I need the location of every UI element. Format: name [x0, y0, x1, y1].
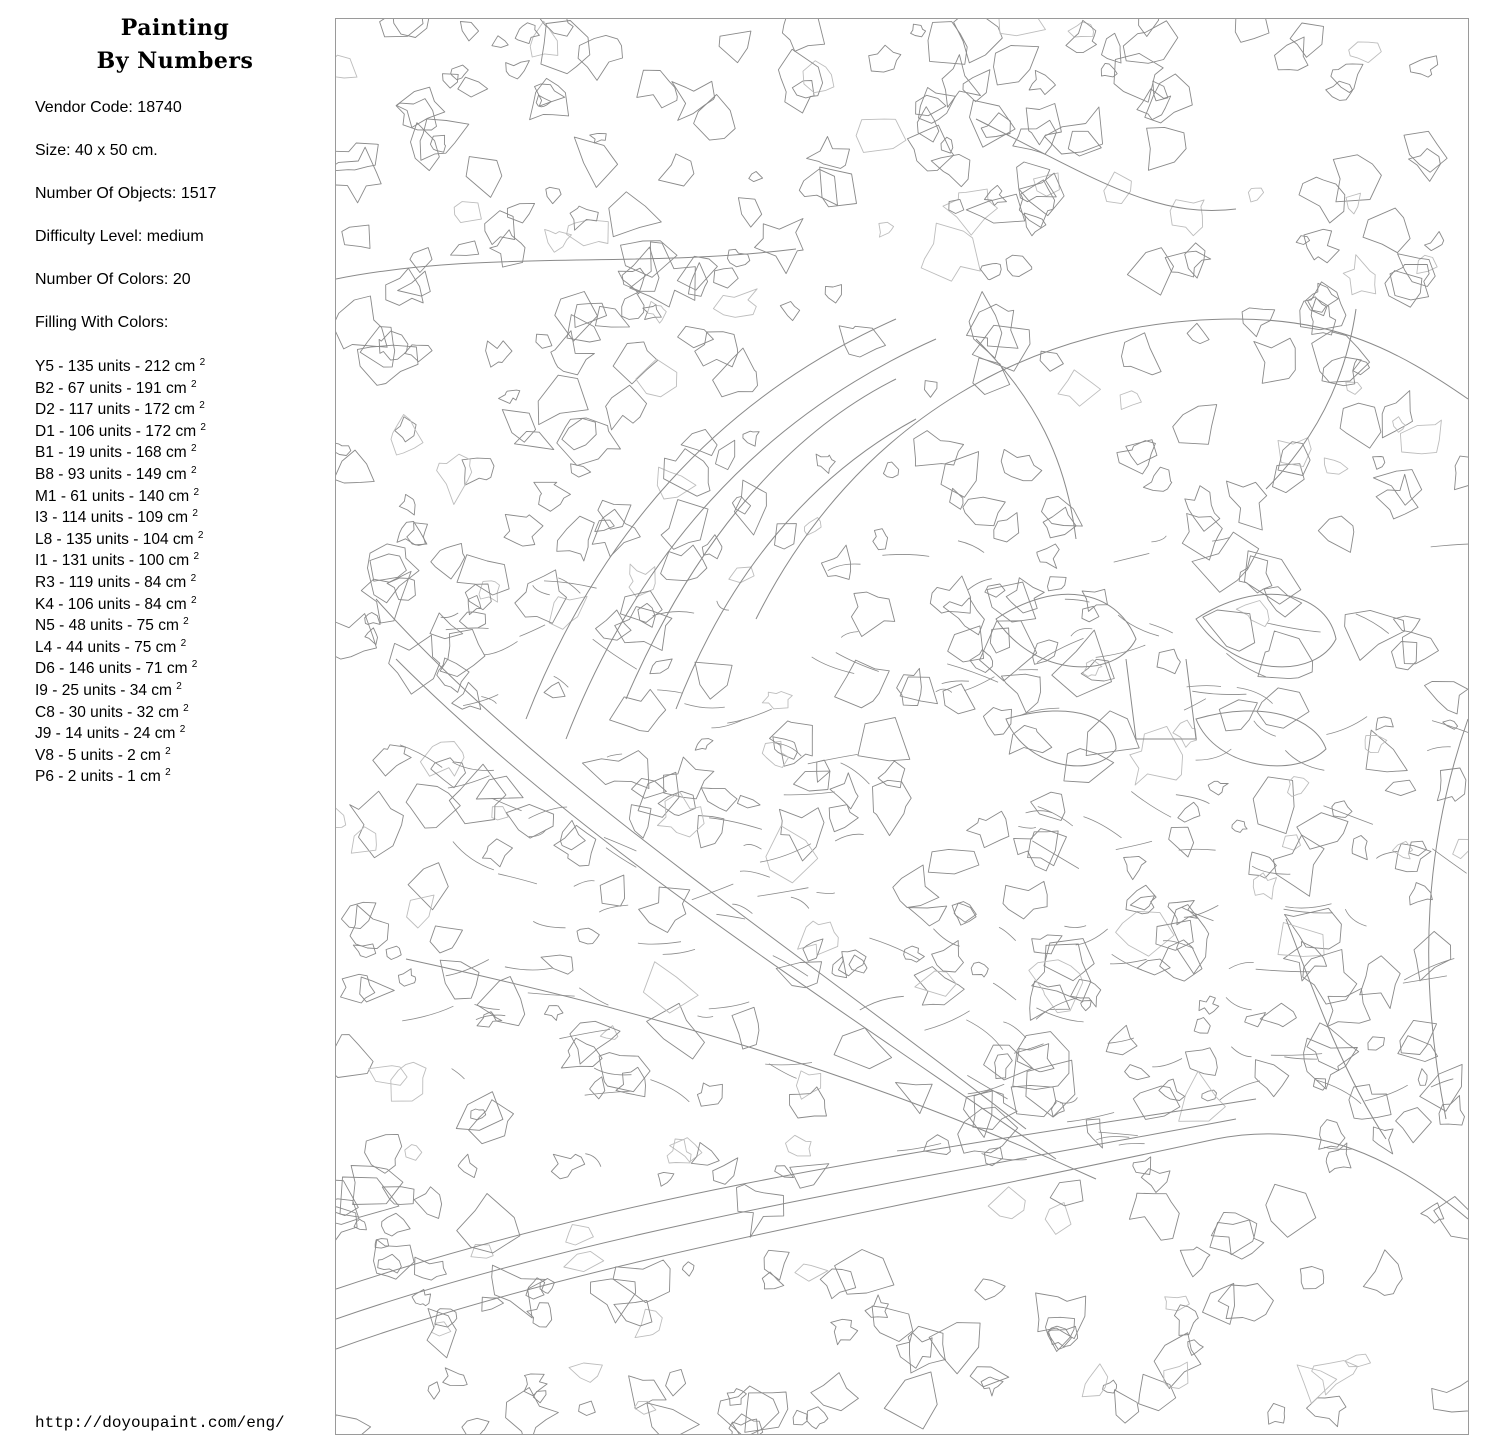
product-info — [35, 98, 216, 356]
color-item: L8 - 135 units - 104 cm $^2$ — [35, 529, 204, 548]
color-list — [35, 356, 206, 788]
color-item: Y5 - 135 units - 212 cm $^2$ — [35, 357, 206, 375]
color-item: B2 - 67 units - 191 cm $^2$ — [35, 378, 197, 397]
website-link[interactable]: http://doyoupaint.com/eng/ — [35, 1414, 285, 1432]
coloring-canvas — [335, 18, 1469, 1435]
filling-heading: Filling With Colors: — [35, 314, 169, 331]
title-line-2: By Numbers — [96, 48, 254, 74]
color-item: J9 - 14 units - 24 cm $^2$ — [35, 724, 186, 743]
color-item: V8 - 5 units - 2 cm $^2$ — [35, 745, 171, 764]
outline-artwork — [336, 19, 1468, 1434]
color-item: R3 - 119 units - 84 cm $^2$ — [35, 572, 197, 591]
outline-contours — [336, 119, 1468, 1349]
color-item: N5 - 48 units - 75 cm $^2$ — [35, 616, 189, 635]
vendor-code: Vendor Code: 18740 — [35, 99, 182, 116]
color-item: D6 - 146 units - 71 cm $^2$ — [35, 659, 198, 678]
info-sidebar — [0, 0, 330, 1453]
color-item: D2 - 117 units - 172 cm $^2$ — [35, 400, 205, 419]
number-of-objects: Number Of Objects: 1517 — [35, 185, 217, 202]
color-item: K4 - 106 units - 84 cm $^2$ — [35, 594, 197, 613]
page-title — [60, 12, 290, 78]
number-of-colors: Number Of Colors: 20 — [35, 271, 191, 288]
color-item: B1 - 19 units - 168 cm $^2$ — [35, 443, 197, 462]
color-item: P6 - 2 units - 1 cm $^2$ — [35, 767, 171, 786]
color-item: M1 - 61 units - 140 cm $^2$ — [35, 486, 200, 505]
color-item: I3 - 114 units - 109 cm $^2$ — [35, 508, 198, 527]
difficulty-level: Difficulty Level: medium — [35, 228, 204, 245]
color-item: I1 - 131 units - 100 cm $^2$ — [35, 551, 200, 570]
color-item: C8 - 30 units - 32 cm $^2$ — [35, 702, 189, 721]
color-item: L4 - 44 units - 75 cm $^2$ — [35, 637, 187, 656]
canvas-size: Size: 40 x 50 cm. — [35, 142, 158, 159]
color-item: I9 - 25 units - 34 cm $^2$ — [35, 680, 182, 699]
color-item: D1 - 106 units - 172 cm $^2$ — [35, 421, 206, 440]
title-line-1: Painting — [120, 15, 230, 41]
color-item: B8 - 93 units - 149 cm $^2$ — [35, 464, 197, 483]
